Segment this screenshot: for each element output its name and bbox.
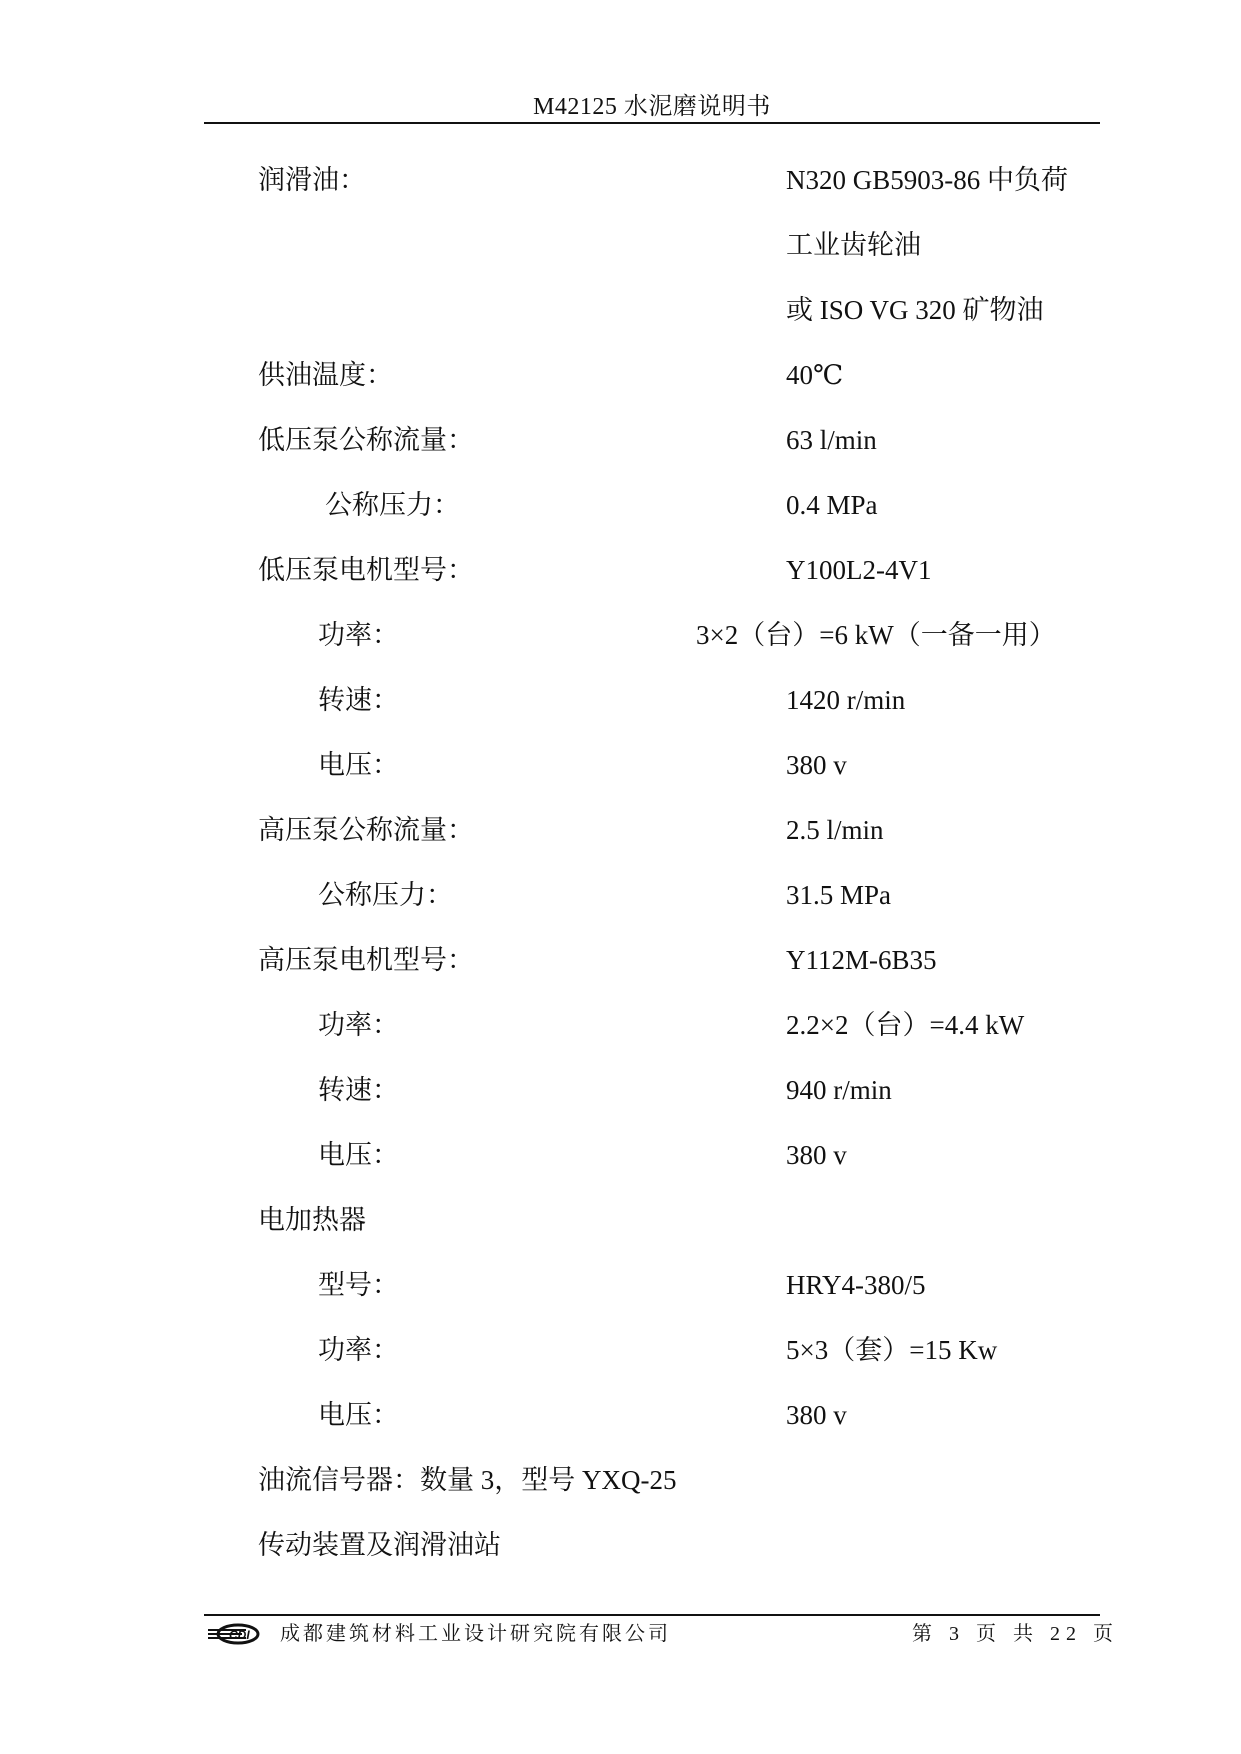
spec-row-lp-pump-pressure (0, 485, 1241, 525)
spec-label: 型号： (318, 1270, 399, 1300)
spec-row-lp-motor-voltage (0, 745, 1241, 785)
svg-text:CDI: CDI (229, 1628, 250, 1642)
spec-label: 电压： (318, 750, 399, 780)
company-logo-icon (206, 1620, 262, 1648)
spec-label: 电压： (318, 1140, 399, 1170)
spec-row-lubricating-oil (0, 160, 1241, 200)
spec-row-oil-flow-signaler (0, 1460, 1241, 1500)
spec-row-oil-continued (0, 225, 1241, 265)
spec-label: 功率： (318, 1010, 399, 1040)
spec-label: 低压泵公称流量： (258, 425, 474, 455)
spec-value: 40℃ (786, 360, 844, 390)
spec-value: Y112M-6B35 (786, 945, 937, 975)
spec-label: 供油温度： (258, 360, 393, 390)
spec-value: 1420 r/min (786, 685, 906, 715)
spec-value: Y100L2-4V1 (786, 555, 932, 585)
footer-divider (204, 1614, 1100, 1616)
spec-row-heater-voltage (0, 1395, 1241, 1435)
spec-value: 或 ISO VG 320 矿物油 (786, 295, 1044, 325)
spec-row-lp-motor-model (0, 550, 1241, 590)
spec-label: 转速： (318, 685, 399, 715)
spec-row-lp-pump-flow (0, 420, 1241, 460)
spec-label: 电加热器 (258, 1205, 366, 1235)
header-divider (204, 122, 1100, 124)
spec-row-heater-power (0, 1330, 1241, 1370)
spec-label: 功率： (318, 620, 399, 650)
spec-label: 低压泵电机型号： (258, 555, 474, 585)
spec-label: 电压： (318, 1400, 399, 1430)
spec-label: 高压泵电机型号： (258, 945, 474, 975)
spec-row-hp-motor-power (0, 1005, 1241, 1045)
spec-label: 传动装置及润滑油站 (258, 1530, 501, 1560)
spec-label: 功率： (318, 1335, 399, 1365)
spec-value: 380 v (786, 1140, 847, 1170)
spec-value: 380 v (786, 1400, 847, 1430)
spec-row-heater-model (0, 1265, 1241, 1305)
footer-page-number: 第 3 页 共 22 页 (912, 1623, 1119, 1645)
spec-label: 润滑油： (258, 165, 366, 195)
spec-row-oil-alternative (0, 290, 1241, 330)
spec-value: 5×3（套）=15 Kw (786, 1335, 998, 1365)
spec-value: 0.4 MPa (786, 490, 878, 520)
spec-value: 380 v (786, 750, 847, 780)
spec-label: 公称压力： (318, 880, 453, 910)
spec-value: 2.2×2（台）=4.4 kW (786, 1010, 1025, 1040)
spec-row-hp-pump-pressure (0, 875, 1241, 915)
spec-value: 63 l/min (786, 425, 877, 455)
document-header-title: M42125 水泥磨说明书 (533, 94, 771, 120)
spec-value: HRY4-380/5 (786, 1270, 926, 1300)
spec-row-hp-motor-voltage (0, 1135, 1241, 1175)
spec-value: 3×2（台）=6 kW（一备一用） (696, 620, 1056, 650)
spec-value: 工业齿轮油 (786, 230, 921, 260)
spec-value: 2.5 l/min (786, 815, 884, 845)
spec-row-oil-supply-temperature (0, 355, 1241, 395)
spec-row-electric-heater (0, 1200, 1241, 1240)
spec-label: 油流信号器：数量 3，型号 YXQ-25 (258, 1465, 677, 1495)
spec-row-lp-motor-power (0, 615, 1241, 655)
spec-label: 转速： (318, 1075, 399, 1105)
section-heading-drive-and-lube-station (0, 1525, 1241, 1565)
spec-row-lp-motor-speed (0, 680, 1241, 720)
spec-label: 高压泵公称流量： (258, 815, 474, 845)
spec-row-hp-motor-speed (0, 1070, 1241, 1110)
spec-value: N320 GB5903-86 中负荷 (786, 165, 1068, 195)
footer-company-name: 成都建筑材料工业设计研究院有限公司 (280, 1623, 671, 1645)
spec-label: 公称压力： (325, 490, 460, 520)
spec-value: 940 r/min (786, 1075, 892, 1105)
spec-row-hp-motor-model (0, 940, 1241, 980)
spec-value: 31.5 MPa (786, 880, 892, 910)
spec-row-hp-pump-flow (0, 810, 1241, 850)
